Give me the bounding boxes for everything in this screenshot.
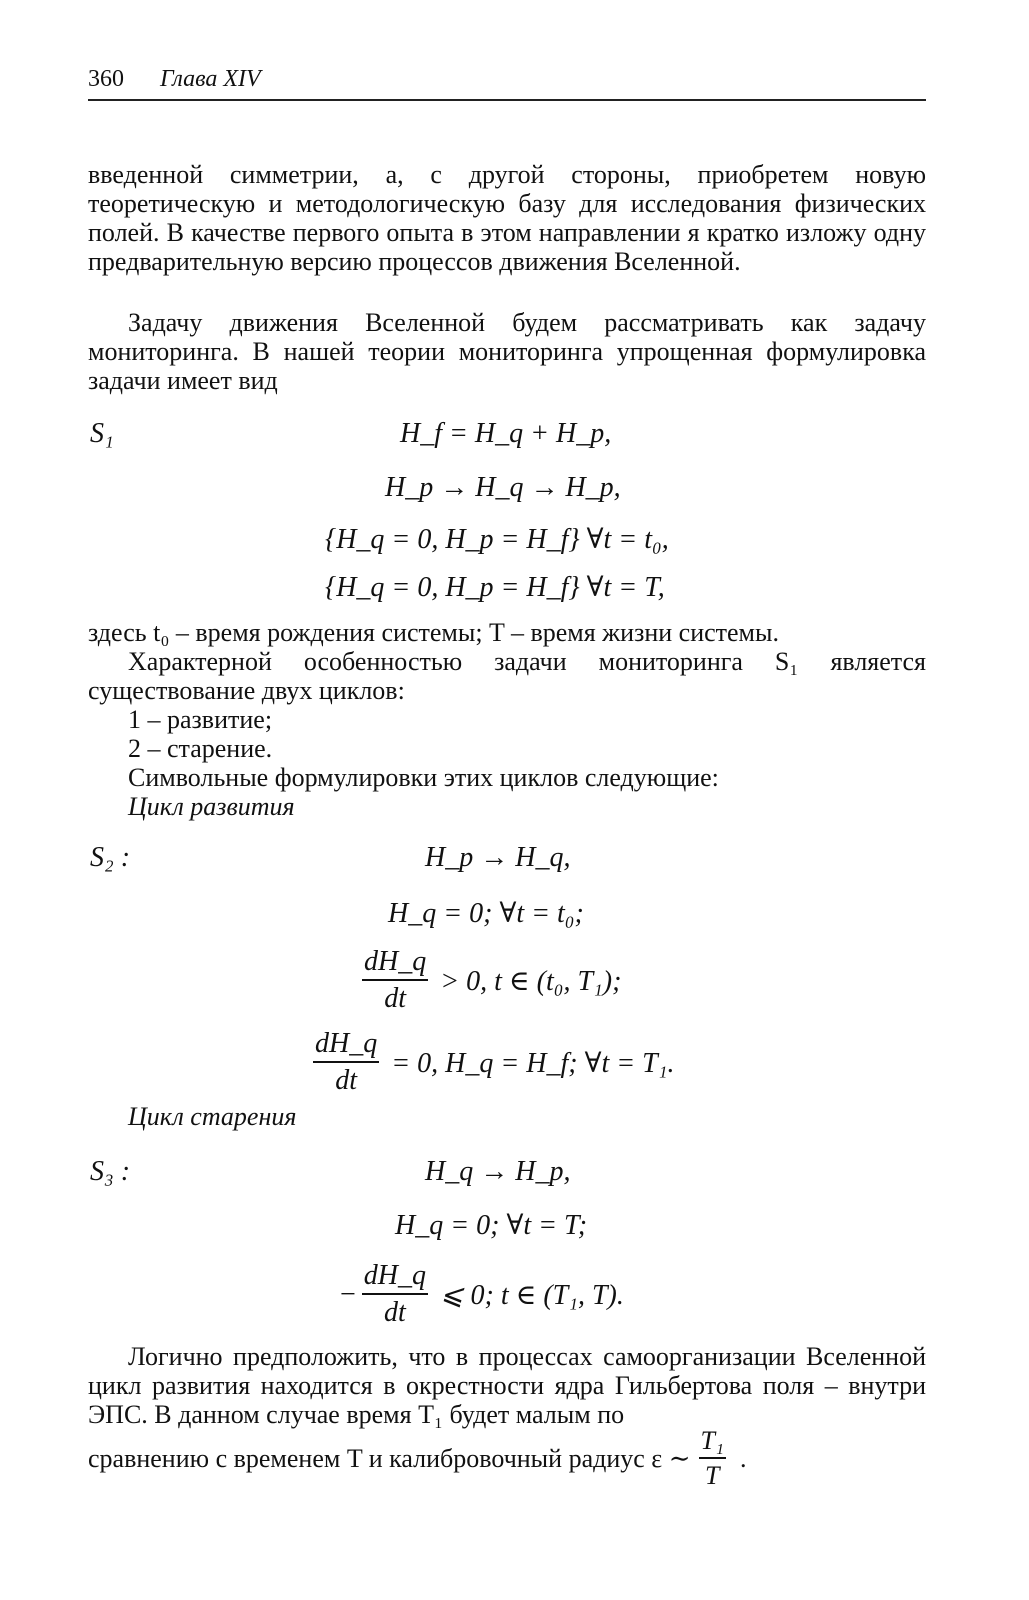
paragraph-6-text: Логично предположить, что в процессах самоорганизации Вселенной цикл развития находится в окрестности ядра Гильбертова поля – внутри ЭПС. В данном случае время T₁ будет малым по (88, 1342, 926, 1429)
paragraph-4 (88, 647, 926, 705)
s3-line-1: H_q → H_p, (425, 1156, 571, 1187)
minus-sign: − (340, 1278, 356, 1310)
fraction-denominator: dt (384, 983, 406, 1014)
system-s3-label: S₃ : (90, 1156, 131, 1187)
paragraph-6 (88, 1342, 926, 1429)
s1-line-4: {H_q = 0, H_p = H_f} ∀t = T, (325, 572, 665, 603)
s1-line-1: H_f = H_q + H_p, (400, 418, 612, 449)
paragraph-5: Символьные формулировки этих циклов следующие: (128, 763, 719, 792)
s3-line-3-fraction (362, 1262, 428, 1327)
s3-line-3 (340, 1262, 624, 1327)
list-item-development: 1 – развитие; (128, 705, 273, 734)
page-number: 360 (88, 66, 124, 92)
system-s1-label: S₁ (90, 418, 114, 449)
system-s2-label: S₂ : (90, 842, 131, 873)
fraction-numerator: dH_q (362, 1262, 428, 1295)
fraction-denominator: T (705, 1461, 720, 1490)
paragraph-3: здесь t₀ – время рождения системы; T – время жизни системы. (88, 618, 779, 647)
s2-line-4 (313, 1030, 674, 1095)
fraction-denominator: dt (384, 1297, 406, 1328)
paragraph-1 (88, 160, 926, 276)
list-item-aging: 2 – старение. (128, 734, 273, 763)
fraction-numerator: dH_q (362, 948, 428, 981)
paragraph-1-text: введенной симметрии, а, с другой стороны, приобретем новую теоретическую и методологическую базу для исследования физических полей. В качестве первого опыта в этом направлении я кратко изложу одну предварительную версию процессов движения Вселенной. (88, 160, 926, 276)
s1-line-3: {H_q = 0, H_p = H_f} ∀t = t₀, (325, 524, 669, 555)
cycle-development-title: Цикл развития (128, 792, 295, 821)
s2-line-3-fraction (362, 948, 428, 1013)
s1-line-2: H_p → H_q → H_p, (385, 472, 621, 503)
running-head (88, 66, 926, 101)
s2-line-4-rest: = 0, H_q = H_f; ∀t = T₁. (391, 1047, 675, 1079)
paragraph-4-text: Характерной особенностью задачи мониторинга S₁ является существование двух циклов: (88, 647, 926, 705)
fraction-numerator: T₁ (699, 1428, 727, 1459)
paragraph-6-last-line (88, 1428, 747, 1489)
s3-line-3-rest: ⩽ 0; t ∈ (T₁, T). (440, 1279, 624, 1311)
fraction-denominator: dt (335, 1065, 357, 1096)
s2-line-3-rest: > 0, t ∈ (t₀, T₁); (440, 965, 622, 997)
paragraph-2 (88, 308, 926, 395)
s2-line-2: H_q = 0; ∀t = t₀; (388, 898, 584, 929)
chapter-title: Глава XIV (160, 66, 261, 92)
s2-line-1: H_p → H_q, (425, 842, 571, 873)
epsilon-fraction (699, 1428, 727, 1489)
paragraph-6-last-text: сравнению с временем T и калибровочный радиус ε ∼ (88, 1444, 691, 1473)
final-period: . (740, 1444, 747, 1473)
s2-line-4-fraction (313, 1030, 379, 1095)
fraction-numerator: dH_q (313, 1030, 379, 1063)
s3-line-2: H_q = 0; ∀t = T; (395, 1210, 588, 1241)
cycle-aging-title: Цикл старения (128, 1102, 297, 1131)
s2-line-3 (362, 948, 621, 1013)
paragraph-2-text: Задачу движения Вселенной будем рассматривать как задачу мониторинга. В нашей теории мониторинга упрощенная формулировка задачи имеет вид (88, 308, 926, 395)
